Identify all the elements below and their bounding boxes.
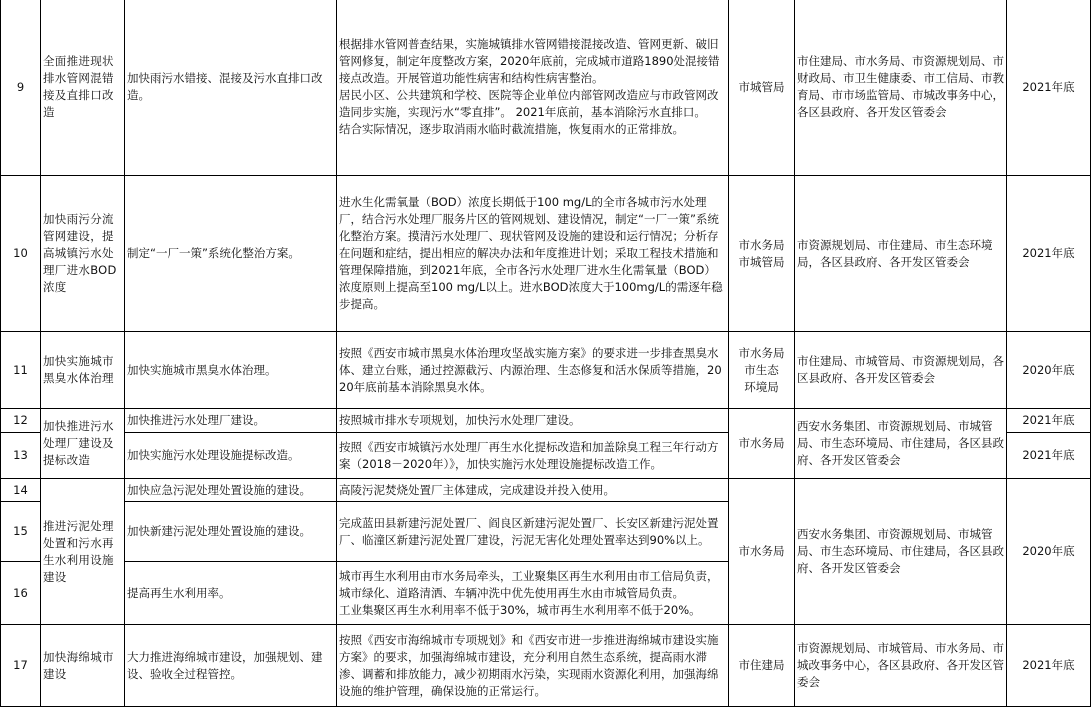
task-cell: 加快雨污水错接、混接及污水直排口改造。 bbox=[125, 0, 337, 176]
deadline-cell: 2021年底 bbox=[1007, 433, 1091, 479]
lead-unit-cell: 市住建局 bbox=[729, 625, 795, 707]
detail-cell bbox=[337, 176, 729, 332]
table-row bbox=[1, 332, 1091, 409]
detail-cell bbox=[337, 332, 729, 409]
cooperating-units-cell: 市住建局、市城管局、市资源规划局，各区县政府、各开发区管委会 bbox=[795, 332, 1007, 409]
row-number: 10 bbox=[1, 176, 41, 332]
task-cell: 提高再生水利用率。 bbox=[125, 562, 337, 625]
task-cell: 制定“一厂一策”系统化整治方案。 bbox=[125, 176, 337, 332]
row-number: 11 bbox=[1, 332, 41, 409]
category-cell: 加快实施城市黑臭水体治理 bbox=[41, 332, 125, 409]
lead-unit-cell: 市水务局 bbox=[729, 479, 795, 625]
deadline-cell: 2021年底 bbox=[1007, 176, 1091, 332]
deadline-cell: 2021年底 bbox=[1007, 409, 1091, 433]
deadline-cell: 2021年底 bbox=[1007, 625, 1091, 707]
detail-paragraph: 居民小区、公共建筑和学校、医院等企业单位内部管网改造应与市政管网改造同步实施，实现污水“零直排”。 2021年底前，基本消除污水直排口。 bbox=[339, 88, 719, 119]
lead-unit-cell: 市城管局 bbox=[729, 0, 795, 176]
detail-cell bbox=[337, 562, 729, 625]
detail-paragraph: 按照《西安市海绵城市专项规划》和《西安市进一步推进海绵城市建设实施方案》的要求，加强海绵城市建设，充分利用自然生态系统，提高雨水滞渗、调蓄和排放能力，减少初期雨水污染，实现雨水资源化利用，加强海绵设施的维护管理，确保设施的正常运行。 bbox=[339, 632, 719, 698]
task-cell: 大力推进海绵城市建设，加强规划、建设、验收全过程管控。 bbox=[125, 625, 337, 707]
task-cell: 加快推进污水处理厂建设。 bbox=[125, 409, 337, 433]
lead-unit-cell: 市水务局 市生态 环境局 bbox=[729, 332, 795, 409]
detail-cell bbox=[337, 0, 729, 176]
detail-cell bbox=[337, 433, 729, 479]
detail-paragraph: 完成蓝田县新建污泥处置厂、阎良区新建污泥处置厂、长安区新建污泥处置厂、临潼区新建污泥处置厂建设，污泥无害化处理处置率达到90%以上。 bbox=[339, 515, 719, 547]
detail-cell bbox=[337, 502, 729, 562]
cooperating-units-cell: 市资源规划局、市城管局、市水务局、市城改事务中心，各区县政府、各开发区管委会 bbox=[795, 625, 1007, 707]
row-number: 13 bbox=[1, 433, 41, 479]
table-row bbox=[1, 409, 1091, 433]
category-cell: 加快海绵城市建设 bbox=[41, 625, 125, 707]
detail-paragraph: 工业集聚区再生水利用率不低于30%，城市再生水利用率不低于20%。 bbox=[339, 602, 701, 617]
lead-unit-cell: 市水务局 市城管局 bbox=[729, 176, 795, 332]
table-row bbox=[1, 625, 1091, 707]
row-number: 9 bbox=[1, 0, 41, 176]
detail-cell bbox=[337, 625, 729, 707]
table-row bbox=[1, 0, 1091, 176]
task-cell: 加快实施污水处理设施提标改造。 bbox=[125, 433, 337, 479]
detail-paragraph: 按照《西安市城镇污水处理厂再生水化提标改造和加盖除臭工程三年行动方案（2018－2020年）》，加快实施污水处理设施提标改造工作。 bbox=[339, 439, 719, 471]
deadline-cell: 2020年底 bbox=[1007, 479, 1091, 625]
row-number: 15 bbox=[1, 502, 41, 562]
cooperating-units-cell: 市资源规划局、市住建局、市生态环境局，各区县政府、各开发区管委会 bbox=[795, 176, 1007, 332]
task-cell: 加快实施城市黑臭水体治理。 bbox=[125, 332, 337, 409]
detail-paragraph: 根据排水管网普查结果，实施城镇排水管网错接混接改造、管网更新、破旧管网修复，制定年度整改方案，2020年底前，完成城市道路1890处混接错接点改造。开展管道功能性病害和结构性病害整治。 bbox=[339, 37, 720, 85]
row-number: 14 bbox=[1, 479, 41, 502]
table-row bbox=[1, 479, 1091, 502]
deadline-cell: 2020年底 bbox=[1007, 332, 1091, 409]
row-number: 16 bbox=[1, 562, 41, 625]
task-cell: 加快新建污泥处理处置设施的建设。 bbox=[125, 502, 337, 562]
task-cell: 加快应急污泥处理处置设施的建设。 bbox=[125, 479, 337, 502]
cooperating-units-cell: 西安水务集团、市资源规划局、市城管局、市生态环境局、市住建局，各区县政府、各开发区管委会 bbox=[795, 479, 1007, 625]
lead-unit-cell: 市水务局 bbox=[729, 409, 795, 479]
category-cell: 加快雨污分流管网建设，提高城镇污水处理厂进水BOD浓度 bbox=[41, 176, 125, 332]
detail-cell bbox=[337, 479, 729, 502]
deadline-cell: 2021年底 bbox=[1007, 0, 1091, 176]
detail-paragraph: 按照《西安市城市黑臭水体治理攻坚战实施方案》的要求进一步排查黑臭水体、建立台账，通过控源截污、内源治理、生态修复和活水保质等措施，2020年底前基本消除黑臭水体。 bbox=[339, 345, 722, 394]
cooperating-units-cell: 市住建局、市水务局、市资源规划局、市财政局、市卫生健康委、市工信局、市教育局、市市场监管局、市城改事务中心，各区县政府、各开发区管委会 bbox=[795, 0, 1007, 176]
row-number: 17 bbox=[1, 625, 41, 707]
row-number: 12 bbox=[1, 409, 41, 433]
detail-paragraph: 高陵污泥焚烧处置厂主体建成，完成建设并投入使用。 bbox=[339, 482, 615, 497]
category-cell: 全面推进现状排水管网混错接及直排口改造 bbox=[41, 0, 125, 176]
category-cell: 加快推进污水处理厂建设及提标改造 bbox=[41, 409, 125, 479]
category-cell: 推进污泥处理处置和污水再生水利用设施建设 bbox=[41, 479, 125, 625]
detail-paragraph: 进水生化需氧量（BOD）浓度长期低于100 mg/L的全市各城市污水处理厂，结合污水处理厂服务片区的管网规划、建设情况，制定“一厂一策”系统化整治方案。摸清污水处理厂、现状管网及设施的建设和运行情况；分析存在问题和症结，提出相应的解决办法和年度推进计划；采取工程技术措施和管理保障措施，到2021年底，全市各污水处理厂进水生化需氧量（BOD）浓度原则上提高至100 mg/L以上。进水BOD浓度大于100mg/L的需逐年稳步提高。 bbox=[339, 195, 723, 311]
detail-paragraph: 结合实际情况，逐步取消雨水临时截流措施，恢复雨水的正常排放。 bbox=[339, 122, 684, 136]
detail-paragraph: 按照城市排水专项规划，加快污水处理厂建设。 bbox=[339, 413, 581, 427]
detail-cell bbox=[337, 409, 729, 433]
detail-paragraph: 城市再生水利用由市水务局牵头，工业聚集区再生水利用由市工信局负责，城市绿化、道路清洒、车辆冲洗中优先使用再生水由市城管局负责。 bbox=[339, 568, 719, 600]
cooperating-units-cell: 西安水务集团、市资源规划局、市城管局、市生态环境局、市住建局，各区县政府、各开发区管委会 bbox=[795, 409, 1007, 479]
table-row bbox=[1, 176, 1091, 332]
